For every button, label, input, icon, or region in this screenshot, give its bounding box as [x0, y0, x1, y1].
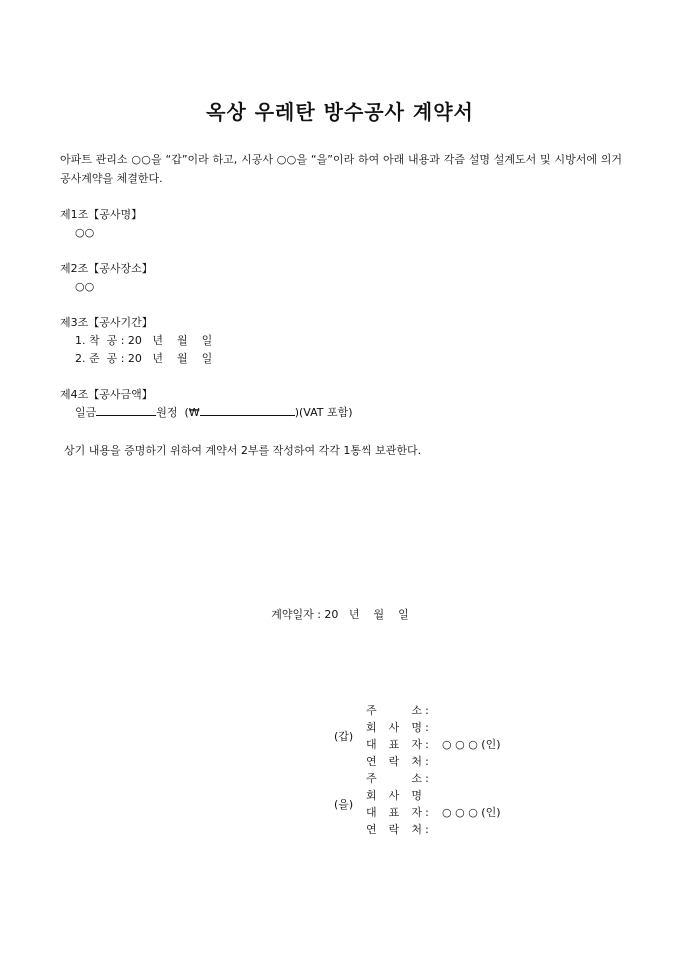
- article-3: [60, 314, 620, 368]
- end-date-line: 2. 준 공 : 20 년 월 일: [75, 352, 213, 365]
- article-2-title: 제2조【공사장소】: [60, 262, 153, 275]
- closing-statement: 상기 내용을 증명하기 위하여 계약서 2부를 작성하여 각각 1통씩 보관한다.: [64, 444, 422, 457]
- article-3-title: 제3조【공사기간】: [60, 316, 153, 329]
- party-eul-seal: ○ ○ ○ (인): [442, 806, 501, 819]
- article-2: [60, 260, 620, 296]
- party-gap-label: (갑): [334, 730, 354, 743]
- start-date-line: 1. 착 공 : 20 년 월 일: [75, 334, 213, 347]
- party-eul-company: 회 사 명: [366, 789, 422, 802]
- party-gap-contact: 연 락 처 :: [366, 755, 429, 768]
- party-eul-address: 주 소 :: [366, 772, 429, 785]
- amount-number-blank[interactable]: [200, 404, 295, 416]
- party-eul-label: (을): [334, 798, 354, 811]
- article-2-body: ○○: [75, 280, 95, 293]
- party-gap-seal: ○ ○ ○ (인): [442, 738, 501, 751]
- party-eul-contact: 연 락 처 :: [366, 823, 429, 836]
- party-gap-address: 주 소 :: [366, 704, 429, 717]
- amount-suffix: )(VAT 포함): [294, 406, 353, 419]
- document-title: 옥상 우레탄 방수공사 계약서: [206, 100, 474, 124]
- article-1: [60, 206, 620, 242]
- amount-unit: 원정 (₩: [156, 406, 200, 419]
- party-gap-company: 회 사 명 :: [366, 721, 429, 734]
- intro-paragraph: 아파트 관리소 ○○을 “갑”이라 하고, 시공사 ○○을 “을”이라 하여 아래 내용과 각즘 설명 설계도서 및 시방서에 의거 공사계약을 체결한다.: [60, 153, 622, 185]
- amount-korean-blank[interactable]: [96, 404, 156, 416]
- article-1-title: 제1조【공사명】: [60, 208, 143, 221]
- article-1-body: ○○: [75, 226, 95, 239]
- contract-date: 계약일자 : 20 년 월 일: [271, 608, 409, 621]
- amount-line: [60, 404, 620, 422]
- amount-prefix: 일금: [75, 406, 97, 419]
- party-gap-representative: 대 표 자 :: [366, 738, 429, 751]
- article-4-title: 제4조【공사금액】: [60, 388, 153, 401]
- article-4: [60, 386, 620, 422]
- party-eul-representative: 대 표 자 :: [366, 806, 429, 819]
